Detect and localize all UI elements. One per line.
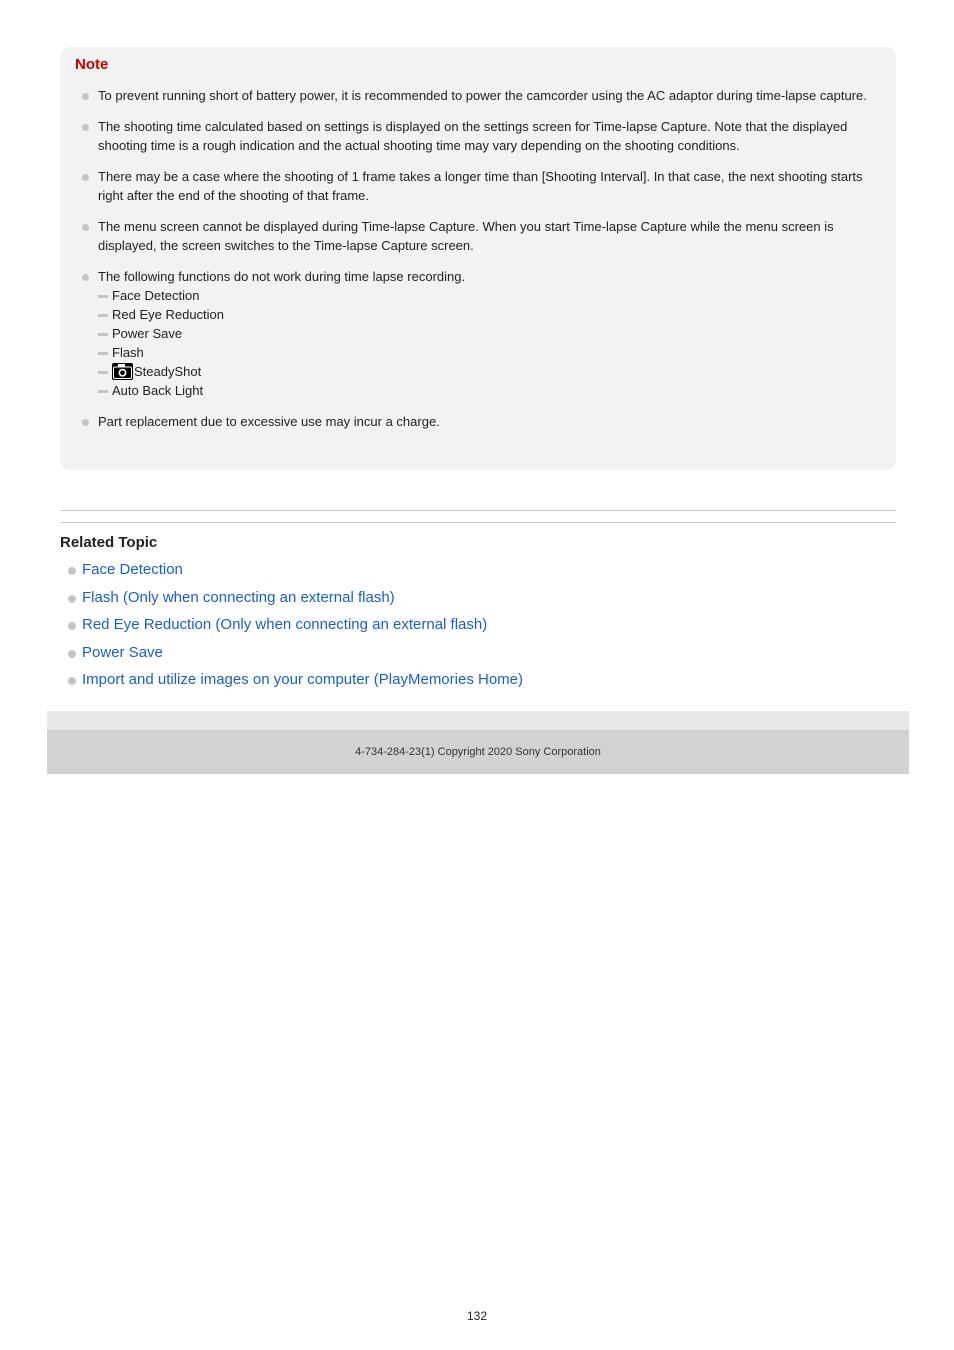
- function-item-text: Power Save: [112, 326, 183, 341]
- note-item-text: Part replacement due to excessive use may incur a charge.: [98, 414, 440, 429]
- divider: [60, 522, 896, 523]
- link-import-images[interactable]: Import and utilize images on your computer (PlayMemories Home): [82, 671, 523, 688]
- footer-top-strip: [47, 711, 909, 730]
- related-topic-list: [60, 559, 523, 697]
- note-item: [60, 117, 896, 155]
- dash-icon: [98, 295, 108, 298]
- note-item: [60, 86, 896, 105]
- dash-icon: [98, 390, 108, 393]
- bullet-icon: [82, 274, 89, 281]
- bullet-icon: [68, 622, 76, 630]
- bullet-icon: [82, 224, 89, 231]
- note-item-text: The menu screen cannot be displayed during Time-lapse Capture. When you start Time-lapse Capture while the menu screen is displayed, the screen switches to the Time-lapse Capture screen.: [98, 219, 834, 253]
- note-item: [60, 412, 896, 431]
- note-title: Note: [75, 56, 109, 73]
- dash-icon: [98, 352, 108, 355]
- dash-icon: [98, 371, 108, 374]
- note-item-text: To prevent running short of battery power, it is recommended to power the camcorder using the AC adaptor during time-lapse capture.: [98, 88, 867, 103]
- function-item-text: Flash: [112, 345, 144, 360]
- dash-icon: [98, 333, 108, 336]
- note-item: [60, 267, 896, 400]
- bullet-icon: [82, 174, 89, 181]
- divider: [60, 510, 896, 511]
- bullet-icon: [68, 595, 76, 603]
- still-camera-icon: [112, 363, 133, 380]
- bullet-icon: [68, 677, 76, 685]
- link-red-eye-reduction[interactable]: Red Eye Reduction (Only when connecting an external flash): [82, 616, 488, 633]
- bullet-icon: [82, 419, 89, 426]
- function-item: [98, 362, 878, 381]
- related-topic-title: Related Topic: [60, 534, 158, 551]
- related-topic-item: [60, 669, 523, 697]
- footer: [47, 730, 909, 774]
- bullet-icon: [82, 93, 89, 100]
- note-list: [60, 86, 896, 443]
- bullet-icon: [68, 650, 76, 658]
- link-flash[interactable]: Flash (Only when connecting an external flash): [82, 588, 395, 606]
- dash-icon: [98, 314, 108, 317]
- function-item: [98, 343, 878, 362]
- function-item-text: Face Detection: [112, 288, 200, 303]
- function-item-text: Red Eye Reduction: [112, 307, 225, 322]
- related-topic-item: [60, 642, 523, 670]
- bullet-icon: [82, 124, 89, 131]
- function-item: [98, 286, 878, 305]
- related-topic-item: [60, 614, 523, 642]
- function-item-text: Auto Back Light: [112, 383, 204, 398]
- bullet-icon: [68, 567, 76, 575]
- note-box: [60, 47, 896, 470]
- page-number: 132: [466, 1309, 488, 1323]
- function-item: [98, 381, 878, 400]
- note-item-text: The shooting time calculated based on settings is displayed on the settings screen for Time-lapse Capture. Note that the displayed shooting time is a rough indication and the actual shooting time may vary depending on the shooting conditions.: [98, 119, 848, 153]
- function-item: [98, 305, 878, 324]
- related-topic-item: [60, 559, 523, 587]
- related-topic-item: [60, 587, 523, 615]
- note-item: [60, 217, 896, 255]
- note-item-text: The following functions do not work during time lapse recording.: [98, 269, 466, 284]
- copyright-text: 4-734-284-23(1) Copyright 2020 Sony Corporation: [355, 746, 601, 758]
- link-face-detection[interactable]: Face Detection: [82, 561, 183, 578]
- disabled-functions-list: [98, 286, 878, 400]
- function-item: [98, 324, 878, 343]
- note-item-text: There may be a case where the shooting of 1 frame takes a longer time than [Shooting Interval]. In that case, the next shooting starts right after the end of the shooting of that frame.: [98, 169, 863, 203]
- note-item: [60, 167, 896, 205]
- function-item-text: SteadyShot: [134, 364, 202, 379]
- link-power-save[interactable]: Power Save: [82, 643, 163, 661]
